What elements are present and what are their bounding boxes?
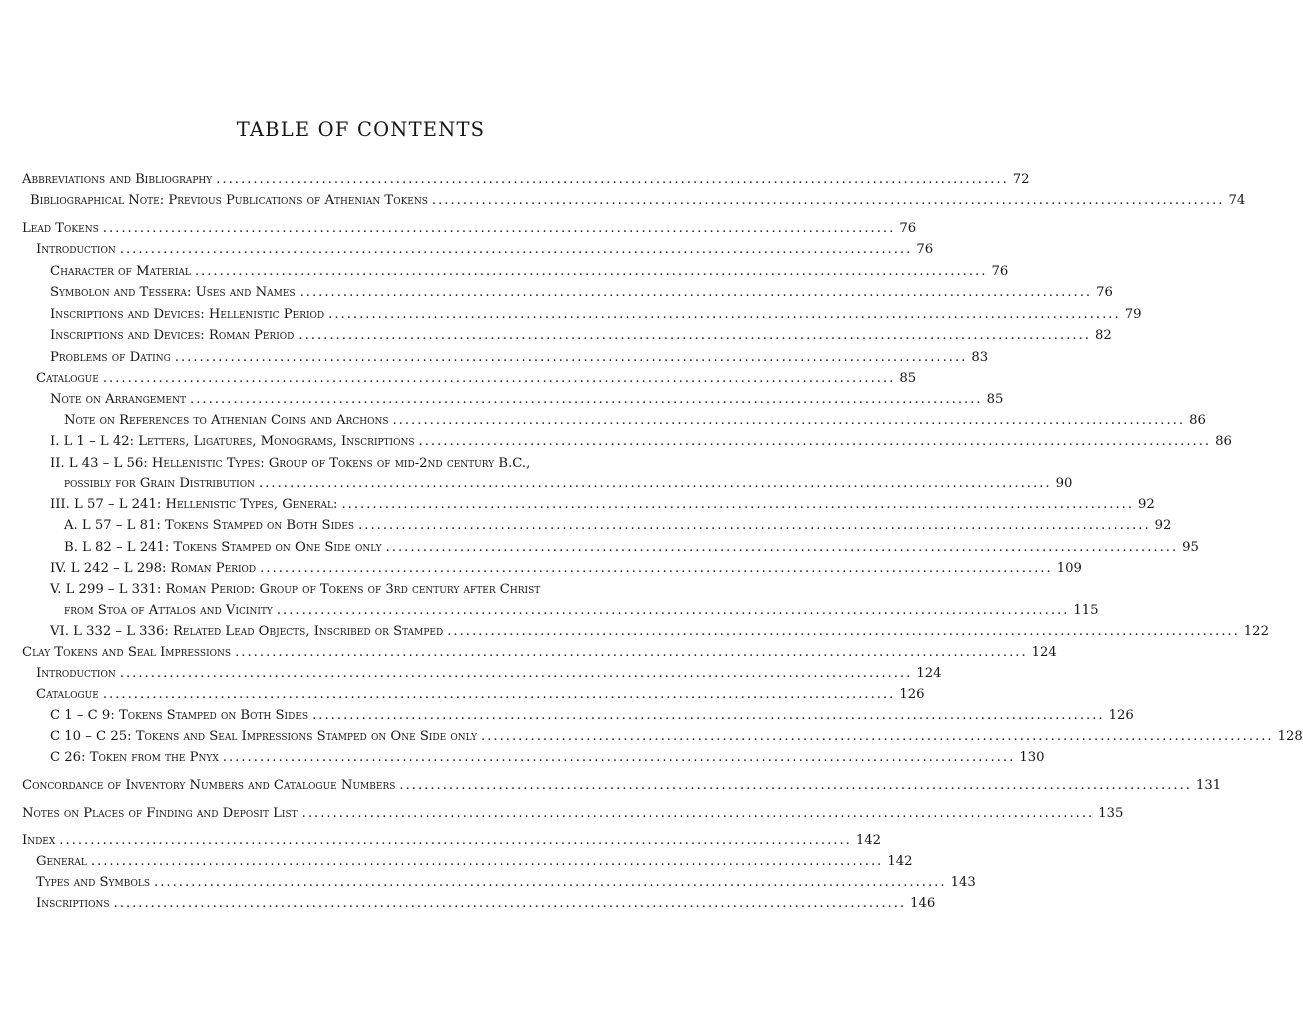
toc-entry-page: 76 bbox=[1096, 285, 1113, 300]
toc-entry-page: 109 bbox=[1056, 561, 1082, 576]
toc-entry-page: 122 bbox=[1243, 624, 1269, 639]
toc-entry-title: Concordance of Inventory Numbers and Catalogue Numbers bbox=[22, 778, 396, 793]
toc-entry-title: I. L 1 – L 42: Letters, Ligatures, Monograms, Inscriptions bbox=[50, 434, 415, 449]
dot-leader: ................................................................................................................................ bbox=[102, 221, 896, 236]
toc-entry[interactable] bbox=[22, 727, 1303, 747]
dot-leader: ................................................................................................................................ bbox=[399, 778, 1192, 793]
dot-leader: ................................................................................................................................ bbox=[258, 476, 1052, 491]
dot-leader: ................................................................................................................................ bbox=[235, 645, 1028, 660]
toc-entry-page: 143 bbox=[950, 875, 976, 890]
dot-leader: ................................................................................................................................ bbox=[447, 624, 1240, 639]
toc-entry-title: Index bbox=[22, 833, 56, 848]
dot-leader: ................................................................................................................................ bbox=[431, 193, 1225, 208]
toc-entry[interactable] bbox=[22, 776, 1222, 796]
toc-entry-page: 124 bbox=[1031, 645, 1057, 660]
toc-entry-page: 126 bbox=[1108, 708, 1134, 723]
toc-entry-page: 92 bbox=[1154, 518, 1172, 533]
toc-entry-page: 74 bbox=[1228, 193, 1246, 208]
toc-entry-page: 146 bbox=[910, 896, 936, 911]
toc-entry-title: A. L 57 – L 81: Tokens Stamped on Both Sides bbox=[64, 518, 355, 533]
toc-entry[interactable] bbox=[22, 219, 917, 239]
dot-leader: ................................................................................................................................ bbox=[341, 497, 1135, 512]
toc-entry[interactable] bbox=[22, 454, 636, 474]
toc-entry-title: Symbolon and Tessera: Uses and Names bbox=[50, 285, 296, 300]
toc-entry[interactable] bbox=[22, 170, 1030, 190]
toc-entry-title: B. L 82 – L 241: Tokens Stamped on One Side only bbox=[64, 540, 382, 555]
toc-entry-page: 130 bbox=[1019, 750, 1045, 765]
toc-entry[interactable] bbox=[22, 622, 1269, 642]
toc-entry-title: Character of Material bbox=[50, 264, 191, 279]
toc-entry-page: 124 bbox=[916, 666, 942, 681]
toc-entry-page: 85 bbox=[899, 371, 917, 386]
toc-entry-page: 128 bbox=[1277, 729, 1303, 744]
toc-entry-title: Note on Arrangement bbox=[50, 392, 187, 407]
toc-entry-title: General bbox=[36, 854, 87, 869]
dot-leader: ................................................................................................................................ bbox=[59, 833, 852, 848]
toc-entry[interactable] bbox=[22, 240, 934, 260]
toc-entry[interactable] bbox=[22, 283, 1113, 303]
toc-entry-title: II. L 43 – L 56: Hellenistic Types: Group of Tokens of mid-2nd century B.C., bbox=[50, 456, 531, 471]
toc-entry-title: C 26: Token from the Pnyx bbox=[50, 750, 219, 765]
dot-leader: ................................................................................................................................ bbox=[102, 687, 896, 702]
toc-entry[interactable] bbox=[22, 411, 1206, 431]
toc-entry-title: Inscriptions and Devices: Roman Period bbox=[50, 328, 295, 343]
dot-leader: ................................................................................................................................ bbox=[301, 806, 1095, 821]
toc-entry[interactable] bbox=[22, 516, 1172, 536]
toc-entry-title: Types and Symbols bbox=[36, 875, 150, 890]
toc-entry[interactable] bbox=[22, 369, 917, 389]
toc-entry-page: 86 bbox=[1215, 434, 1232, 449]
toc-entry-page: 95 bbox=[1182, 540, 1199, 555]
dot-leader: ................................................................................................................................ bbox=[328, 307, 1121, 322]
toc-entry-title: Abbreviations and Bibliography bbox=[22, 172, 213, 187]
toc-entry-page: 142 bbox=[887, 854, 913, 869]
toc-entry-title: Introduction bbox=[36, 666, 116, 681]
toc-entry[interactable] bbox=[22, 191, 1246, 211]
toc-entry-page: 92 bbox=[1138, 497, 1155, 512]
toc-entry-page: 131 bbox=[1195, 778, 1222, 793]
toc-entry[interactable] bbox=[22, 580, 636, 600]
toc-entry-title: Note on References to Athenian Coins and Archons bbox=[64, 413, 389, 428]
toc-entry[interactable] bbox=[22, 706, 1134, 726]
toc-entry[interactable] bbox=[22, 305, 1142, 325]
toc-entry-title: V. L 299 – L 331: Roman Period: Group of Tokens of 3rd century after Christ bbox=[50, 582, 541, 597]
toc-entry-title: Lead Tokens bbox=[22, 221, 99, 236]
toc-entry[interactable] bbox=[22, 495, 1155, 515]
toc-entry-title: Catalogue bbox=[36, 687, 99, 702]
toc-entry[interactable] bbox=[22, 262, 1009, 282]
toc-entry-title: Inscriptions and Devices: Hellenistic Period bbox=[50, 307, 325, 322]
dot-leader: ................................................................................................................................ bbox=[174, 350, 968, 365]
toc-entry-title: III. L 57 – L 241: Hellenistic Types, General: bbox=[50, 497, 338, 512]
toc-entry-title: Introduction bbox=[36, 242, 116, 257]
toc-entry-page: 86 bbox=[1189, 413, 1206, 428]
toc-entry-page: 76 bbox=[899, 221, 917, 236]
toc-entry[interactable] bbox=[22, 643, 1057, 663]
toc-entry-page: 76 bbox=[916, 242, 934, 257]
toc-entry[interactable] bbox=[22, 432, 1232, 452]
dot-leader: ................................................................................................................................ bbox=[216, 172, 1009, 187]
toc-entry[interactable] bbox=[22, 664, 942, 684]
toc-entry-page: 142 bbox=[855, 833, 882, 848]
toc-entry-title: Problems of Dating bbox=[50, 350, 171, 365]
dot-leader: ................................................................................................................................ bbox=[90, 854, 884, 869]
toc-entry-page: 79 bbox=[1124, 307, 1142, 322]
toc-entry-continuation[interactable] bbox=[22, 474, 1073, 494]
dot-leader: ................................................................................................................................ bbox=[418, 434, 1212, 449]
toc-entry-title: Inscriptions bbox=[36, 896, 110, 911]
dot-leader: ................................................................................................................................ bbox=[154, 875, 947, 890]
toc-entry[interactable] bbox=[22, 748, 1045, 768]
dot-leader: ................................................................................................................................ bbox=[298, 328, 1091, 343]
toc-entry[interactable] bbox=[22, 390, 1004, 410]
toc-entry-page: 115 bbox=[1073, 603, 1099, 618]
dot-leader: ................................................................................................................................ bbox=[102, 371, 896, 386]
dot-leader: ................................................................................................................................ bbox=[113, 896, 907, 911]
toc-entry-continuation[interactable] bbox=[22, 601, 1099, 621]
toc-entry-title: from Stoa of Attalos and Vicinity bbox=[64, 603, 273, 618]
toc-entry-title: VI. L 332 – L 336: Related Lead Objects, Inscribed or Stamped bbox=[50, 624, 444, 639]
toc-entry[interactable] bbox=[22, 685, 925, 705]
dot-leader: ................................................................................................................................ bbox=[385, 540, 1179, 555]
dot-leader: ................................................................................................................................ bbox=[260, 561, 1053, 576]
dot-leader: ................................................................................................................................ bbox=[222, 750, 1016, 765]
toc-entry[interactable] bbox=[22, 873, 976, 893]
toc-entry[interactable] bbox=[22, 326, 1112, 346]
toc-entry-page: 82 bbox=[1094, 328, 1112, 343]
page-title: TABLE OF CONTENTS bbox=[236, 118, 486, 141]
toc-entry-title: C 1 – C 9: Tokens Stamped on Both Sides bbox=[50, 708, 309, 723]
dot-leader: ................................................................................................................................ bbox=[392, 413, 1186, 428]
toc-entry-page: 126 bbox=[899, 687, 925, 702]
toc-entry[interactable] bbox=[22, 538, 1199, 558]
toc-entry-page: 85 bbox=[986, 392, 1004, 407]
toc-entry-title: IV. L 242 – L 298: Roman Period bbox=[50, 561, 257, 576]
toc-entry-title: possibly for Grain Distribution bbox=[64, 476, 255, 491]
dot-leader: ................................................................................................................................ bbox=[299, 285, 1093, 300]
dot-leader: ................................................................................................................................ bbox=[312, 708, 1105, 723]
dot-leader: ................................................................................................................................ bbox=[481, 729, 1274, 744]
dot-leader: ................................................................................................................................ bbox=[119, 242, 913, 257]
toc-entry-page: 72 bbox=[1012, 172, 1030, 187]
toc-entry[interactable] bbox=[22, 804, 1124, 824]
toc-entry-title: Bibliographical Note: Previous Publications of Athenian Tokens bbox=[30, 193, 428, 208]
toc-entry[interactable] bbox=[22, 852, 913, 872]
toc-entry-title: Catalogue bbox=[36, 371, 99, 386]
toc-entry[interactable] bbox=[22, 559, 1082, 579]
dot-leader: ................................................................................................................................ bbox=[276, 603, 1070, 618]
toc-entry-title: Notes on Places of Finding and Deposit List bbox=[22, 806, 298, 821]
toc-entry-title: Clay Tokens and Seal Impressions bbox=[22, 645, 232, 660]
toc-entry-title: C 10 – C 25: Tokens and Seal Impressions Stamped on One Side only bbox=[50, 729, 478, 744]
toc-entry-page: 76 bbox=[991, 264, 1009, 279]
dot-leader: ................................................................................................................................ bbox=[190, 392, 983, 407]
toc-entry-page: 90 bbox=[1055, 476, 1073, 491]
toc-entry-page: 135 bbox=[1098, 806, 1124, 821]
toc-entry[interactable] bbox=[22, 831, 882, 851]
toc-entry-page: 83 bbox=[971, 350, 989, 365]
dot-leader: ................................................................................................................................ bbox=[194, 264, 988, 279]
toc-entry[interactable] bbox=[22, 348, 989, 368]
dot-leader: ................................................................................................................................ bbox=[358, 518, 1151, 533]
toc-entry[interactable] bbox=[22, 894, 936, 914]
dot-leader: ................................................................................................................................ bbox=[119, 666, 913, 681]
